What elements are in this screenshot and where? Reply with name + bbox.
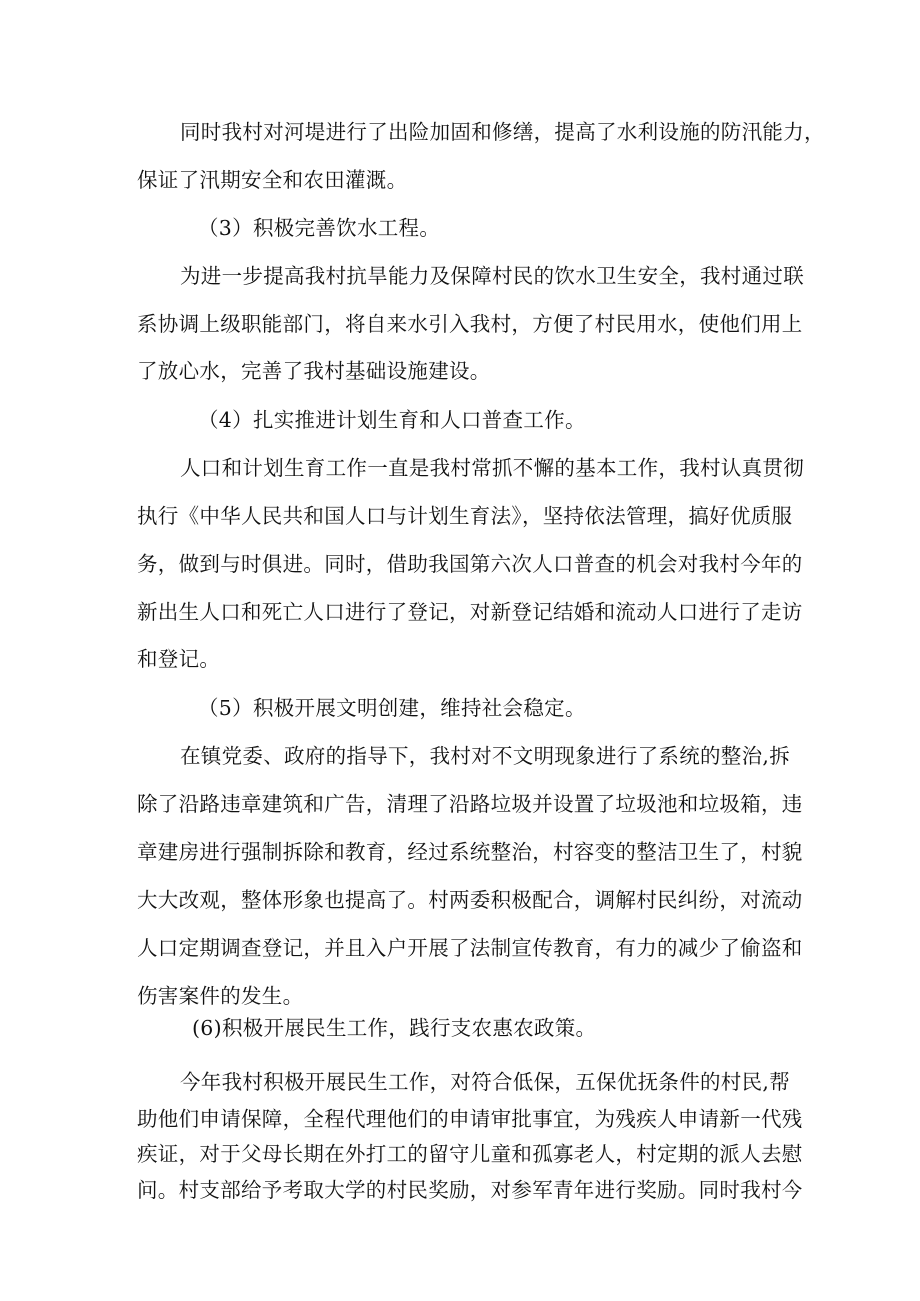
text-line: 大大改观，整体形象也提高了。村两委积极配合，调解村民纠纷，对流动	[137, 888, 803, 912]
text-line: 问。村支部给予考取大学的村民奖励，对参军青年进行奖励。同时我村今	[137, 1178, 803, 1202]
text-line: 疾证，对于父母长期在外打工的留守儿童和孤寡老人，村定期的派人去慰	[137, 1142, 803, 1166]
text-line: 和登记。	[137, 647, 221, 671]
text-line: 助他们申请保障，全程代理他们的申请审批事宜，为残疾人申请新一代残	[137, 1107, 803, 1131]
text-line: 除了沿路违章建筑和广告，清理了沿路垃圾并设置了垃圾池和垃圾箱，违	[137, 792, 803, 816]
section-heading: （4）扎实推进计划生育和人口普查工作。	[198, 408, 586, 432]
section-heading: （3）积极完善饮水工程。	[198, 216, 441, 240]
text-line: 今年我村积极开展民生工作，对符合低保，五保优抚条件的村民,帮	[180, 1070, 791, 1094]
text-line: 了放心水，完善了我村基础设施建设。	[137, 359, 491, 383]
text-line: 人口定期调查登记，并且入户开展了法制宣传教育，有力的减少了偷盗和	[137, 936, 803, 960]
text-line: 为进一步提高我村抗旱能力及保障村民的饮水卫生安全，我村通过联	[180, 264, 804, 288]
text-line: 执行《中华人民共和国人口与计划生育法》，坚持依法管理，搞好优质服	[137, 504, 793, 528]
section-heading: （5）积极开展文明创建，维持社会稳定。	[198, 696, 586, 720]
text-line: 保证了汛期安全和农田灌溉。	[137, 168, 408, 192]
text-line: 人口和计划生育工作一直是我村常抓不懈的基本工作，我村认真贯彻	[180, 456, 804, 480]
text-line: 同时我村对河堤进行了出险加固和修缮，提高了水利设施的防汛能力，	[180, 120, 825, 144]
text-line: 在镇党委、政府的指导下，我村对不文明现象进行了系统的整治,拆	[180, 744, 791, 768]
text-line: 伤害案件的发生。	[137, 984, 304, 1008]
text-line: 系协调上级职能部门，将自来水引入我村，方便了村民用水，使他们用上	[137, 312, 803, 336]
section-heading: (6)积极开展民生工作，践行支农惠农政策。	[192, 1016, 597, 1040]
text-line: 章建房进行强制拆除和教育，经过系统整治，村容变的整洁卫生了，村貌	[137, 840, 803, 864]
text-line: 务，做到与时俱进。同时，借助我国第六次人口普查的机会对我村今年的	[137, 552, 803, 576]
text-line: 新出生人口和死亡人口进行了登记，对新登记结婚和流动人口进行了走访	[137, 600, 803, 624]
